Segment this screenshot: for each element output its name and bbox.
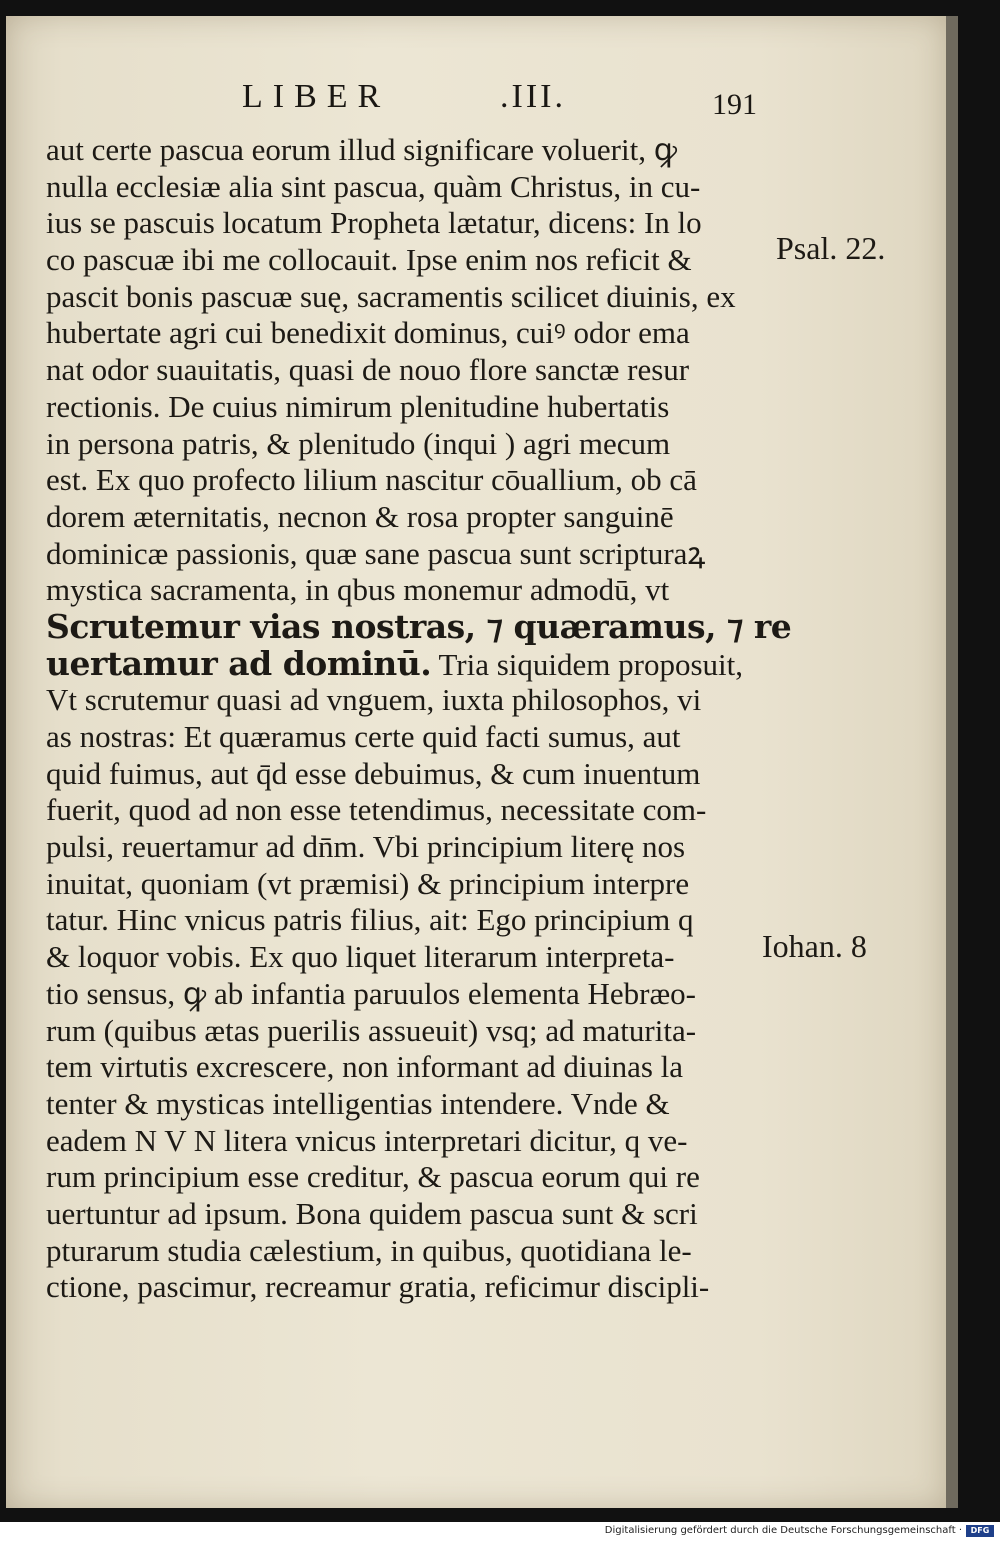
marginal-note-john: Iohan. 8	[762, 928, 867, 964]
text-line: inuitat, quoniam (vt præmisi) & principium interpre	[46, 865, 690, 901]
running-title: LIBER	[242, 78, 391, 115]
text-line: nat odor suauitatis, quasi de nouo flore sanctæ resur	[46, 352, 690, 388]
text-line: pturarum studia cælestium, in quibus, quotidiana le-	[46, 1232, 692, 1268]
text-line: nulla ecclesiæ alia sint pascua, quàm Christus, in cu-	[46, 168, 701, 204]
page-edge	[946, 16, 958, 1508]
blackletter-phrase: uertamur ad dominū.	[46, 643, 432, 683]
text-line: dominicæ passionis, quæ sane pascua sunt scripturaꝝ	[46, 535, 706, 571]
text-line: in persona patris, & plenitudo (inqui ) agri mecum	[46, 425, 671, 461]
text-line: pulsi, reuertamur ad dn̄m. Vbi principium literę nos	[46, 829, 686, 865]
dfg-logo-icon: DFG	[966, 1525, 994, 1537]
text-line: co pascuæ ibi me collocauit. Ipse enim nos reficit &	[46, 242, 692, 278]
text-line: tenter & mysticas intelligentias intendere. Vnde &	[46, 1085, 670, 1121]
text-line: tatur. Hinc vnicus patris filius, ait: Ego principium q	[46, 902, 694, 938]
text-line: rectionis. De cuius nimirum plenitudine hubertatis	[46, 388, 670, 424]
page-header	[0, 78, 1000, 121]
text-line: quid fuimus, aut q̄d esse debuimus, & cum inuentum	[46, 755, 701, 791]
text-line: tio sensus, ꝙ ab infantia paruulos elementa Hebræo-	[46, 975, 697, 1011]
chapter-number: .III.	[500, 78, 566, 115]
text-line: fuerit, quod ad non esse tetendimus, necessitate com-	[46, 792, 707, 828]
text-line: rum (quibus ætas puerilis assueuit) vsq; ad maturita-	[46, 1012, 697, 1048]
text-line: dorem æternitatis, necnon & rosa propter sanguinē	[46, 498, 674, 534]
text-line: uertuntur ad ipsum. Bona quidem pascua sunt & scri	[46, 1195, 698, 1231]
text-line: tem virtutis excrescere, non informant ad diuinas la	[46, 1049, 684, 1085]
text-line: mystica sacramenta, in qbus monemur admodū, vt	[46, 572, 670, 608]
folio-number: 191	[712, 88, 757, 121]
mixed-line	[46, 643, 766, 683]
text-line: rum principium esse creditur, & pascua eorum qui re	[46, 1159, 700, 1195]
blackletter-line: Scrutemur vias nostras, ⁊ quæramus, ⁊ re	[46, 606, 792, 646]
text-line: & loquor vobis. Ex quo liquet literarum interpreta-	[46, 939, 675, 975]
body-text	[46, 132, 792, 1306]
text-line: est. Ex quo profecto lilium nascitur cōuallium, ob cā	[46, 462, 697, 498]
roman-phrase: Tria siquidem proposuit,	[431, 646, 744, 682]
text-line: hubertate agri cui benedixit dominus, cuiꝰ odor ema	[46, 315, 690, 351]
text-line: as nostras: Et quæramus certe quid facti sumus, aut	[46, 719, 681, 754]
marginal-note-psalm: Psal. 22.	[776, 230, 886, 266]
text-line: pascit bonis pascuæ suę, sacramentis scilicet diuinis, ex	[46, 278, 736, 314]
text-line: eadem N V N litera vnicus interpretari dicitur, q ve-	[46, 1122, 688, 1158]
funding-credit: Digitalisierung gefördert durch die Deutsche Forschungsgemeinschaft ·	[604, 1525, 962, 1536]
text-line: ius se pascuis locatum Propheta lætatur, dicens: In lo	[46, 205, 702, 241]
text-line: Vt scrutemur quasi ad vnguem, iuxta philosophos, vi	[46, 682, 702, 718]
text-line: aut certe pascua eorum illud significare voluerit, ꝙ	[46, 132, 677, 167]
text-line: ctione, pascimur, recreamur gratia, reficimur discipli-	[46, 1269, 710, 1305]
digitization-footer	[0, 1522, 1000, 1541]
